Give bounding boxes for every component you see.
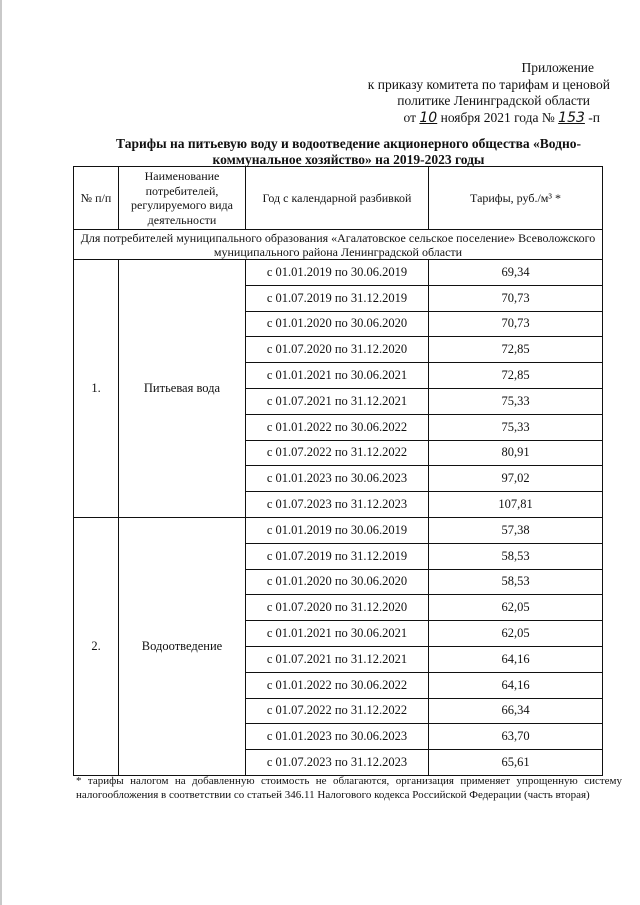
period-cell: с 01.01.2023 по 30.06.2023: [246, 466, 429, 492]
period-cell: с 01.01.2022 по 30.06.2022: [246, 672, 429, 698]
date-rest: ноября 2021 года №: [440, 109, 555, 125]
appendix-block: [360, 60, 630, 126]
period-cell: с 01.07.2022 по 31.12.2022: [246, 698, 429, 724]
period-cell: с 01.07.2021 по 31.12.2021: [246, 388, 429, 414]
period-cell: с 01.01.2019 по 30.06.2019: [246, 517, 429, 543]
section-name: Водоотведение: [119, 517, 246, 775]
period-cell: с 01.07.2023 по 31.12.2023: [246, 750, 429, 776]
period-cell: с 01.07.2019 по 31.12.2019: [246, 285, 429, 311]
tariff-cell: 58,53: [429, 543, 603, 569]
group-description: Для потребителей муниципального образования «Агалатовское сельское поселение» Всеволожского муниципального района Ленинградской области: [74, 230, 603, 260]
appendix-order-ref: к приказу комитета по тарифам и ценовой: [367, 76, 610, 92]
document-title: Тарифы на питьевую воду и водоотведение акционерного общества «Водно-коммунальное хозяйство» на 2019-2023 годы: [116, 136, 581, 167]
group-row: [74, 230, 603, 260]
period-cell: с 01.01.2021 по 30.06.2021: [246, 621, 429, 647]
tariff-cell: 62,05: [429, 621, 603, 647]
tariff-cell: 75,33: [429, 388, 603, 414]
table-header-row: [74, 167, 603, 230]
tariff-cell: 97,02: [429, 466, 603, 492]
header-num: № п/п: [74, 167, 119, 230]
header-consumer: Наименование потребителей, регулируемого вида деятельности: [119, 167, 246, 230]
table-row: [74, 517, 603, 543]
tariff-cell: 75,33: [429, 414, 603, 440]
section-number: 2.: [74, 517, 119, 775]
tariff-cell: 58,53: [429, 569, 603, 595]
period-cell: с 01.01.2022 по 30.06.2022: [246, 414, 429, 440]
footnote: * тарифы налогом на добавленную стоимость не облагаются, организация применяет упрощенную систему налогообложения в соответствии со статьей 346.11 Налогового кодекса Российской Федерации (часть вторая): [76, 775, 622, 801]
tariff-cell: 63,70: [429, 724, 603, 750]
order-suffix: -п: [588, 109, 600, 125]
period-cell: с 01.01.2019 по 30.06.2019: [246, 260, 429, 286]
tariff-cell: 65,61: [429, 750, 603, 776]
tariff-cell: 70,73: [429, 311, 603, 337]
tariff-cell: 107,81: [429, 492, 603, 518]
tariff-cell: 72,85: [429, 337, 603, 363]
header-period: Год с календарной разбивкой: [246, 167, 429, 230]
tariff-cell: 66,34: [429, 698, 603, 724]
handwritten-day: 10: [419, 109, 438, 126]
page-edge-line: [0, 0, 2, 905]
tariff-cell: 64,16: [429, 646, 603, 672]
period-cell: с 01.07.2021 по 31.12.2021: [246, 646, 429, 672]
date-prefix: от: [403, 109, 417, 125]
period-cell: с 01.07.2020 по 31.12.2020: [246, 595, 429, 621]
tariff-cell: 80,91: [429, 440, 603, 466]
period-cell: с 01.01.2021 по 30.06.2021: [246, 363, 429, 389]
period-cell: с 01.07.2022 по 31.12.2022: [246, 440, 429, 466]
period-cell: с 01.07.2023 по 31.12.2023: [246, 492, 429, 518]
period-cell: с 01.01.2020 по 30.06.2020: [246, 569, 429, 595]
tariff-cell: 64,16: [429, 672, 603, 698]
period-cell: с 01.07.2019 по 31.12.2019: [246, 543, 429, 569]
tariff-cell: 70,73: [429, 285, 603, 311]
table-row: [74, 260, 603, 286]
tariff-cell: 57,38: [429, 517, 603, 543]
tariff-table: [73, 166, 603, 776]
tariff-cell: 62,05: [429, 595, 603, 621]
appendix-date-line: [360, 110, 630, 127]
section-name: Питьевая вода: [119, 260, 246, 518]
period-cell: с 01.01.2023 по 30.06.2023: [246, 724, 429, 750]
period-cell: с 01.07.2020 по 31.12.2020: [246, 337, 429, 363]
tariff-cell: 72,85: [429, 363, 603, 389]
handwritten-order-number: 153: [558, 109, 585, 126]
tariff-cell: 69,34: [429, 260, 603, 286]
period-cell: с 01.01.2020 по 30.06.2020: [246, 311, 429, 337]
appendix-heading: Приложение: [521, 60, 594, 75]
header-tariff: Тарифы, руб./м³ *: [429, 167, 603, 230]
section-number: 1.: [74, 260, 119, 518]
appendix-committee: политике Ленинградской области: [397, 93, 590, 108]
